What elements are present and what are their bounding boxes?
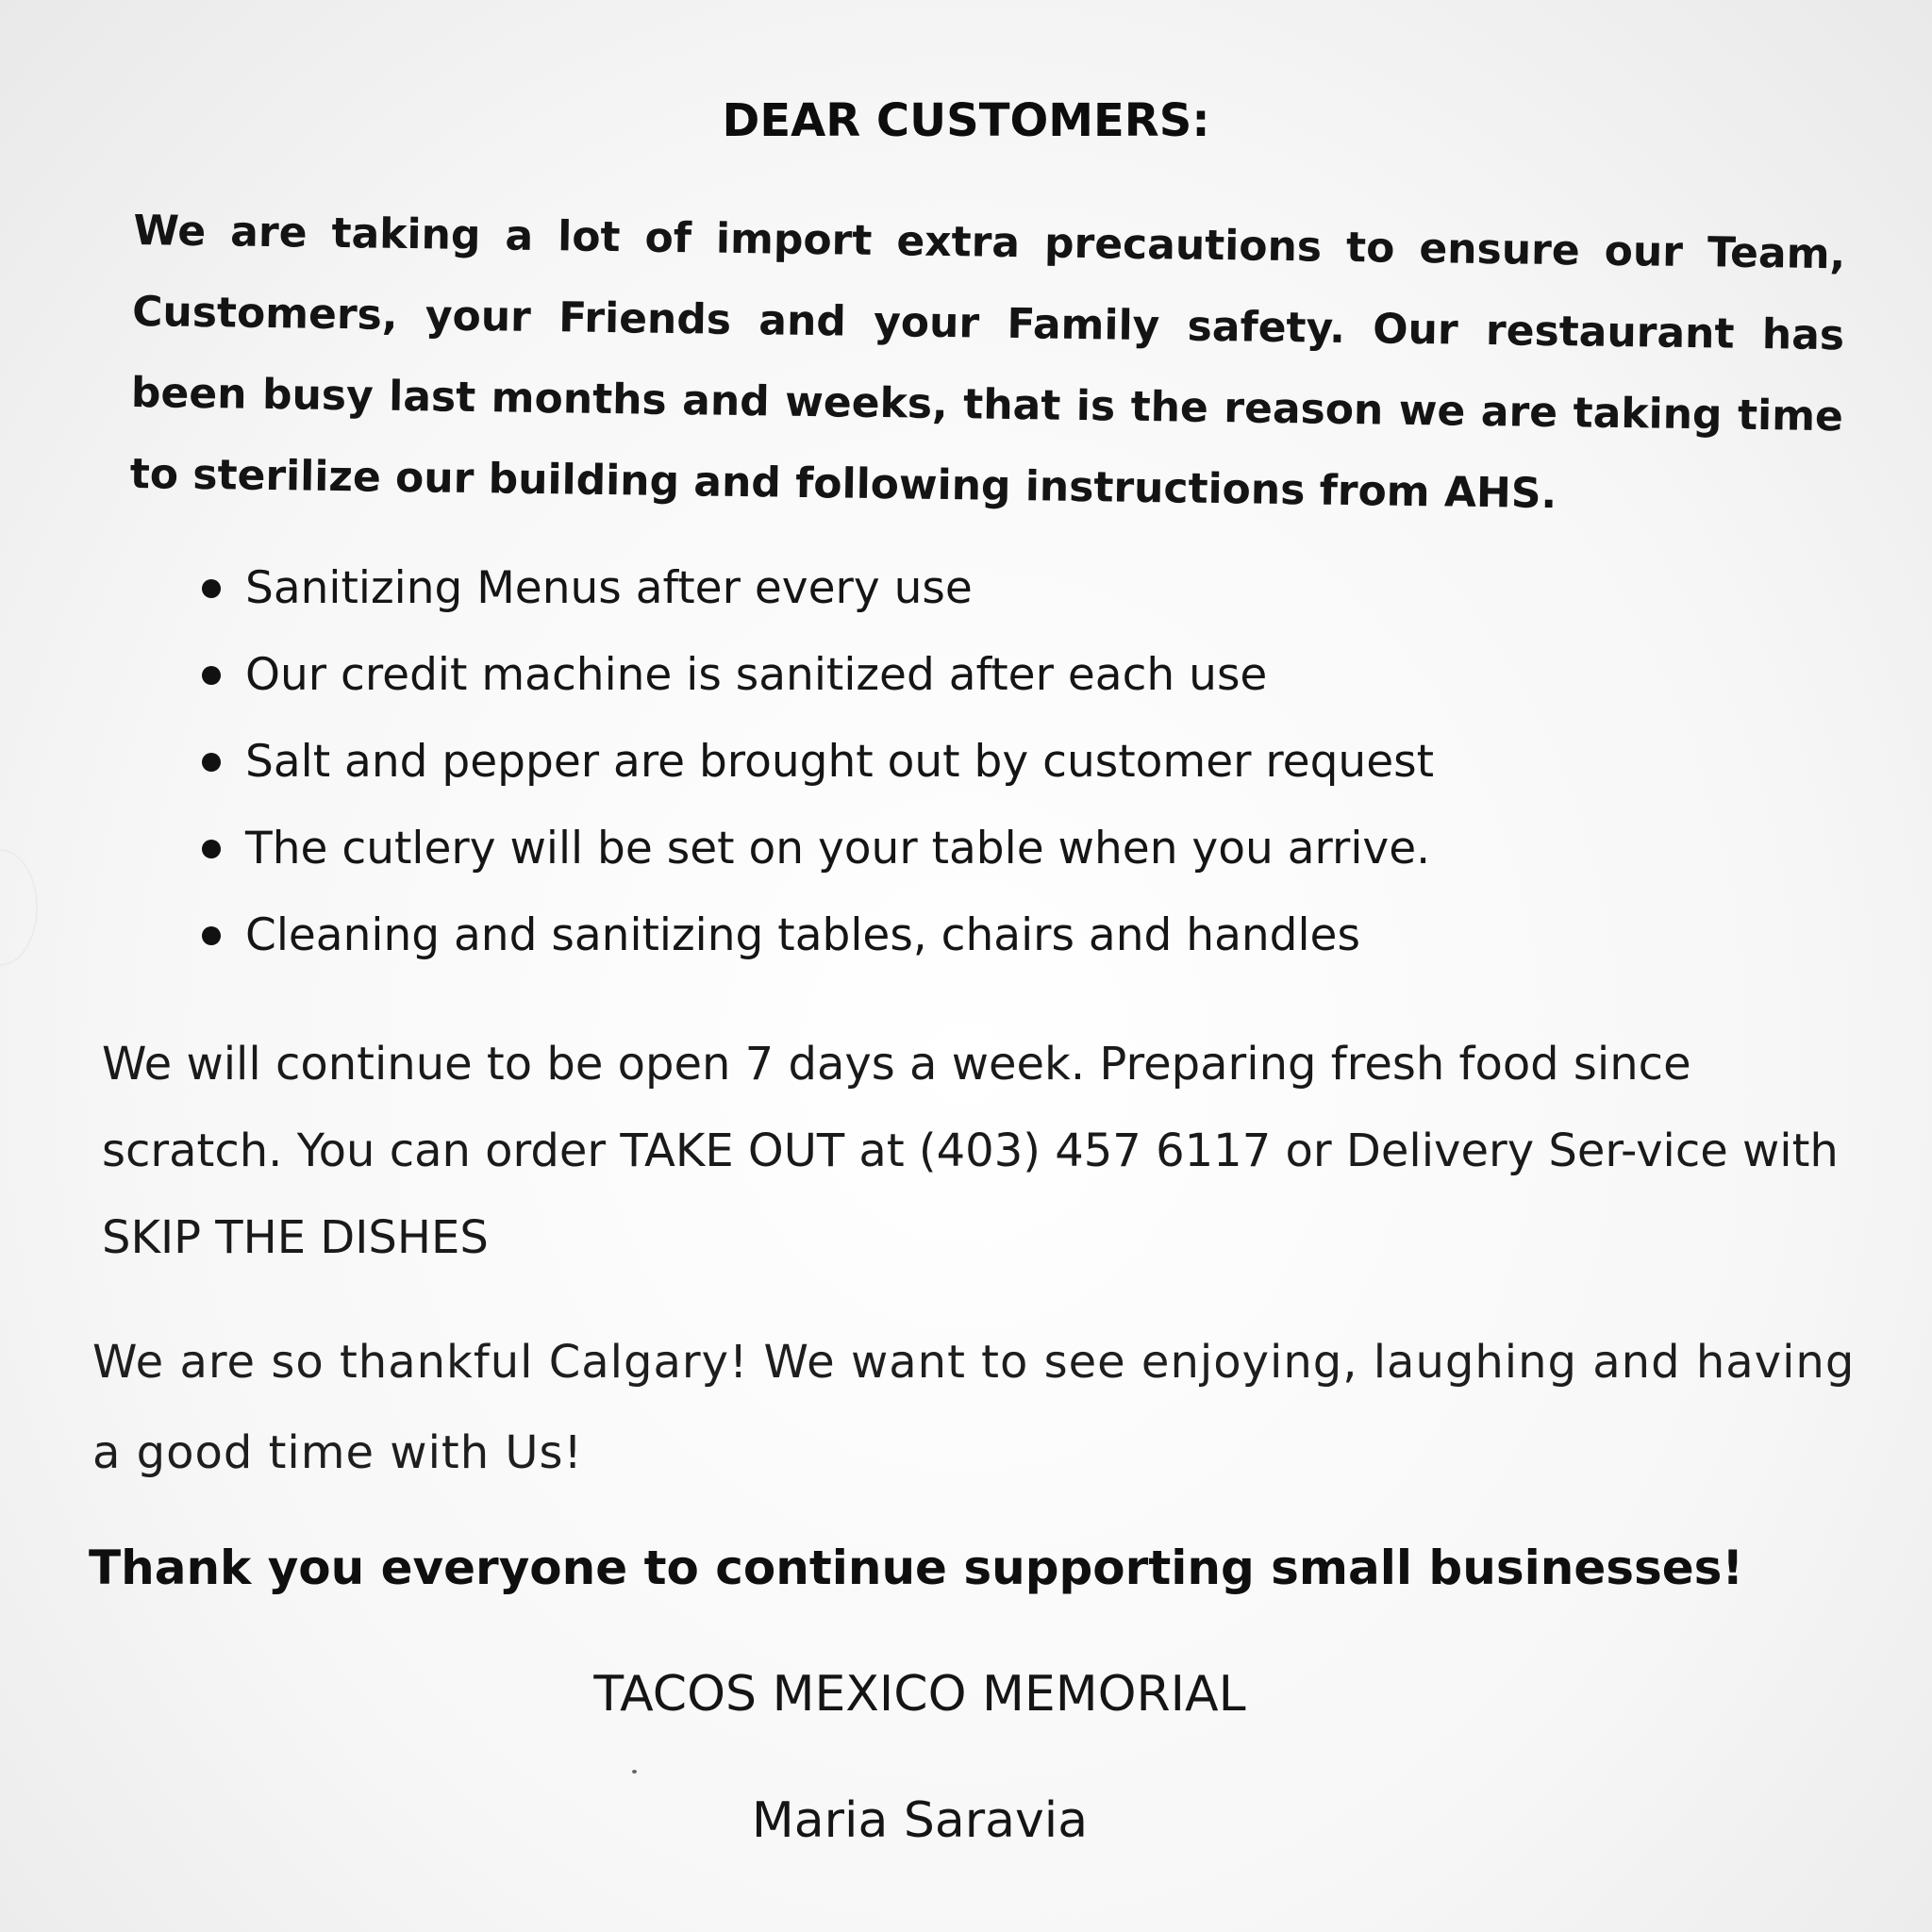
bullet-icon <box>202 840 221 858</box>
list-item <box>189 545 1698 632</box>
precautions-list <box>189 545 1698 979</box>
list-item <box>189 806 1698 892</box>
business-name: TACOS MEXICO MEMORIAL <box>593 1666 1246 1723</box>
edge-shadow <box>0 849 38 966</box>
notice-heading: DEAR CUSTOMERS: <box>722 94 1210 147</box>
list-item-text: Sanitizing Menus after every use <box>245 562 973 614</box>
bullet-icon <box>202 579 221 598</box>
list-item-text: Salt and pepper are brought out by customer request <box>245 736 1435 788</box>
list-item-text: Our credit machine is sanitized after each use <box>245 649 1268 701</box>
intro-paragraph: We are taking a lot of import extra precautions to ensure our Team, Customers, your Friends and your Family safety. Our restaurant has been busy last months and weeks, that is the reason we are taking time to sterilize our building and following instructions from AHS. <box>129 206 1846 519</box>
closing-line: Thank you everyone to continue supporting small businesses! <box>89 1541 1744 1595</box>
paper-speck <box>632 1770 637 1774</box>
list-item-text: Cleaning and sanitizing tables, chairs and handles <box>245 909 1360 961</box>
bullet-icon <box>202 753 221 772</box>
list-item <box>189 719 1698 806</box>
list-item <box>189 632 1698 719</box>
gratitude-paragraph: We are so thankful Calgary! We want to see enjoying, laughing and having a good time with Us! <box>92 1336 1856 1479</box>
list-item-text: The cutlery will be set on your table when you arrive. <box>245 823 1431 874</box>
signatory-name: Maria Saravia <box>751 1792 1089 1849</box>
service-paragraph: We will continue to be open 7 days a week. Preparing fresh food since scratch. You can order TAKE OUT at (403) 457 6117 or Delivery Ser-vice with SKIP THE DISHES <box>102 1038 1839 1264</box>
bullet-icon <box>202 666 221 685</box>
bullet-icon <box>202 926 221 945</box>
list-item <box>189 892 1698 979</box>
